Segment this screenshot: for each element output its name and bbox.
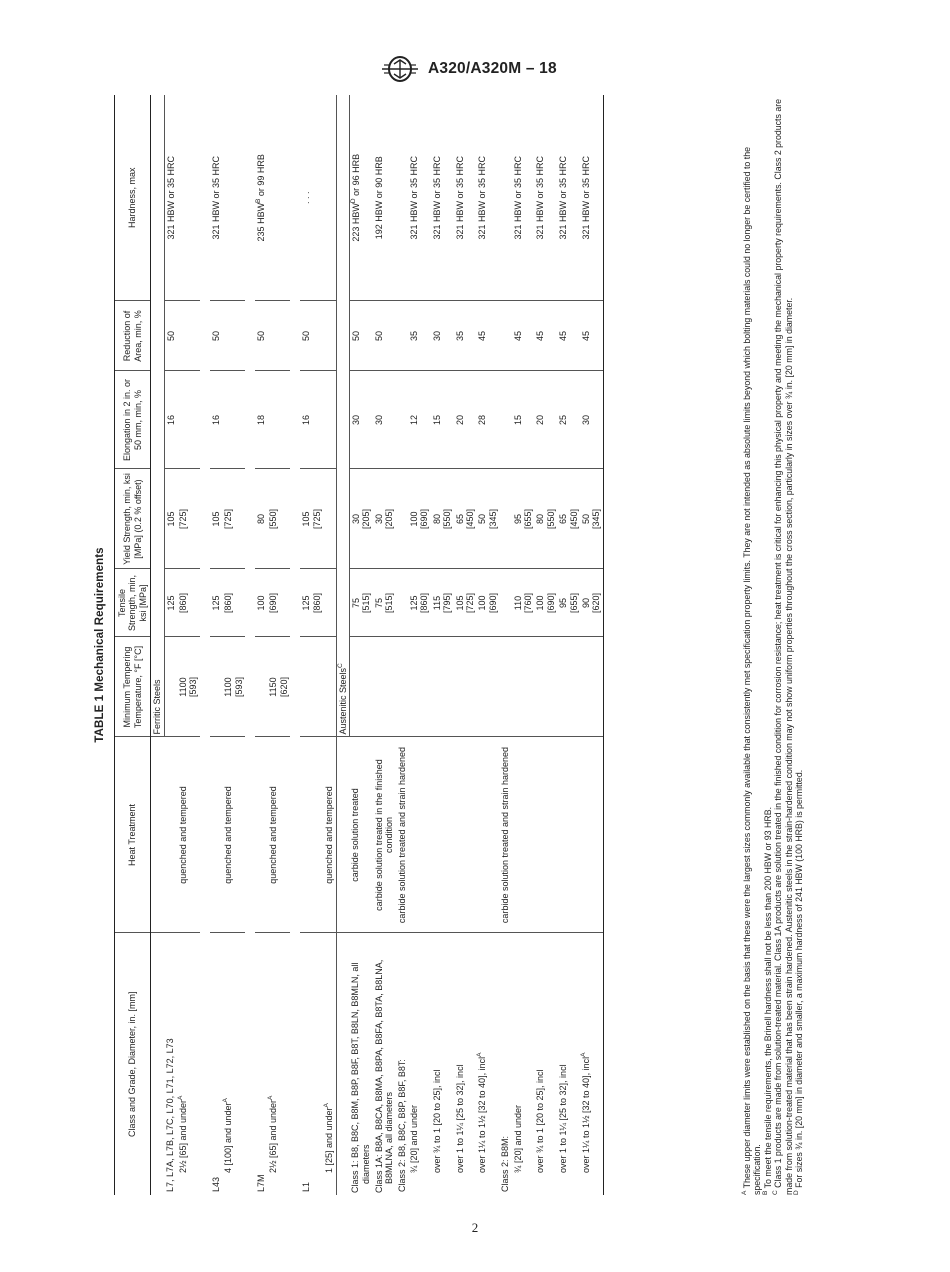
table-row	[210, 95, 222, 1195]
tensile-si-cell: [690]	[267, 569, 290, 637]
col-header: Class and Grade, Diameter, in. [mm]	[115, 933, 151, 1195]
elongation-cell: 15	[512, 371, 535, 469]
heat-treatment-cell: carbide solution treated	[349, 737, 372, 933]
yield-si-cell: [345]	[487, 508, 498, 530]
heat-treatment-cell: carbide solution treated and strain hardened	[396, 737, 408, 933]
footnote	[763, 95, 773, 1195]
hardness-cell: 321 HBW or 35 HRC	[557, 95, 580, 301]
elongation-cell: 20	[454, 371, 477, 469]
rotated-table-block	[92, 95, 832, 1195]
footnote-ref: A	[580, 1052, 588, 1057]
hardness-cell: 235 HBW	[256, 202, 267, 242]
footnote-ref: C	[336, 663, 344, 668]
tensile-si-cell: [860]	[177, 569, 200, 637]
tensile-cell: 75	[373, 598, 384, 609]
reduction-cell: 50	[373, 301, 396, 371]
yield-cell: 30	[350, 514, 361, 525]
tensile-cell: 100	[535, 595, 546, 611]
table-row	[349, 95, 372, 1195]
tensile-si-cell: [620]	[591, 592, 602, 614]
col-header: Minimum Tempering Temperature, °F [°C]	[115, 637, 151, 737]
yield-si-cell: [450]	[464, 508, 475, 530]
tensile-si-cell: [760]	[523, 592, 533, 614]
elongation-cell: 18	[255, 371, 267, 469]
reduction-cell: 50	[164, 301, 177, 371]
hardness-cell: 321 HBW or 35 HRC	[164, 95, 177, 301]
table-header-row	[115, 95, 151, 1195]
tensile-cell: 115	[431, 595, 442, 611]
grade-cell: L7M	[256, 1174, 267, 1192]
table-row	[164, 95, 177, 1195]
hardness-cell: 321 HBW or 35 HRC	[431, 95, 454, 301]
footnote-text: These upper diameter limits were established on the basis that these were the largest sizes commonly available that consistently met specification property limits. They are not intended as absolute limits beyond which bolting materials could no longer be certified to the specification.	[742, 147, 763, 1195]
mechanical-requirements-table	[114, 95, 604, 1195]
hardness-cell: 192 HBW or 90 HRB	[373, 95, 396, 301]
heat-treatment-cell: quenched and tempered	[323, 737, 336, 933]
grade-cell: L43	[210, 1176, 221, 1192]
temper-cell: 1150	[268, 677, 279, 697]
footnote-mark: C	[772, 1190, 780, 1195]
yield-si-cell: [550]	[545, 508, 556, 530]
heat-treatment-cell: quenched and tempered	[222, 737, 245, 933]
heat-treatment-cell: carbide solution treated and strain hardened	[499, 737, 511, 933]
section-label: Austenitic Steels	[337, 667, 348, 735]
yield-si-cell: [655]	[523, 508, 533, 530]
footnote	[773, 95, 794, 1195]
col-header: Tensile Strength, min, ksi [MPa]	[115, 569, 151, 637]
hardness-cell: 321 HBW or 35 HRC	[476, 95, 499, 301]
tensile-cell: 110	[512, 595, 523, 611]
footnote-ref: A	[267, 1095, 275, 1100]
temper-cell: 1100	[178, 677, 189, 697]
yield-si-cell: [550]	[442, 508, 453, 530]
elongation-cell: 15	[431, 371, 454, 469]
size-cell: over ¾ to 1 [20 to 25], incl	[535, 1069, 546, 1173]
hardness-cell-tail: or 99 HRB	[256, 154, 267, 199]
table-row	[476, 95, 499, 1195]
hardness-cell: 321 HBW or 35 HRC	[580, 95, 603, 301]
hardness-cell-tail: or 96 HRB	[350, 153, 361, 199]
reduction-cell: 35	[408, 301, 431, 371]
footnote	[794, 95, 804, 1195]
tensile-cell: 95	[558, 598, 569, 609]
reduction-cell: 35	[454, 301, 477, 371]
table-row	[300, 95, 323, 1195]
hardness-cell: 321 HBW or 35 HRC	[408, 95, 431, 301]
yield-cell: 65	[454, 514, 465, 525]
yield-cell: 30	[373, 514, 384, 525]
table-row	[431, 95, 454, 1195]
reduction-cell: 50	[210, 301, 222, 371]
elongation-cell: 25	[557, 371, 580, 469]
tensile-si-cell: [725]	[464, 592, 475, 614]
footnote-mark: D	[793, 1190, 801, 1195]
table-row	[267, 95, 290, 1195]
footnote	[742, 95, 763, 1195]
yield-si-cell: [450]	[568, 508, 579, 530]
yield-cell: 95	[512, 514, 523, 525]
yield-cell: 105	[210, 469, 222, 569]
reduction-cell: 45	[580, 301, 603, 371]
tensile-si-cell: [515]	[384, 592, 395, 614]
yield-si-cell: [345]	[591, 508, 602, 530]
footnote-text: Class 1 products are made from solution-treated material. Class 1A products are solution treated in the finished condition for corrosion resistance; heat treatment is critical for enhancing this physical property and meeting the mechanical property requirements. Class 2 products are made from solution-treated material that has been strain hardened. Austenitic steels in the strain-hardened condition may not show uniform properties throughout the cross section, particularly in sizes over ¾ in. [20 mm] in diameter.	[773, 98, 794, 1195]
size-cell: over 1¼ to 1½ [32 to 40], incl	[477, 1056, 488, 1173]
standard-id: A320/A320M – 18	[428, 60, 557, 77]
footnote-ref: A	[222, 1098, 230, 1103]
table-row	[454, 95, 477, 1195]
footnote-mark: B	[761, 1190, 769, 1195]
size-cell: over 1 to 1¼ [25 to 32], incl	[558, 1064, 569, 1173]
col-header: Elongation in 2 in. or 50 mm, min, %	[115, 371, 151, 469]
reduction-cell: 45	[534, 301, 557, 371]
grade-cell: Class 2: B8, B8C, B8P, B8F, B8T:	[396, 1059, 407, 1192]
yield-cell: 100	[408, 511, 419, 527]
elongation-cell: 28	[476, 371, 499, 469]
size-cell: 1 [25] and under	[324, 1107, 335, 1173]
size-cell: over 1 to 1¼ [25 to 32], incl	[454, 1064, 465, 1173]
yield-cell: 80	[431, 514, 442, 525]
tensile-cell: 125	[301, 595, 312, 611]
heat-treatment-cell: quenched and tempered	[177, 737, 200, 933]
elongation-cell: 30	[373, 371, 396, 469]
astm-logo-icon	[380, 55, 420, 83]
table-row	[499, 95, 511, 1195]
hardness-cell: 321 HBW or 35 HRC	[210, 95, 222, 301]
yield-cell: 65	[558, 514, 569, 525]
footnote-mark: A	[741, 1190, 749, 1195]
table-row	[396, 95, 408, 1195]
col-header: Reduction of Area, min, %	[115, 301, 151, 371]
hardness-cell: 321 HBW or 35 HRC	[454, 95, 477, 301]
tensile-cell: 100	[477, 595, 488, 611]
size-cell: over ¾ to 1 [20 to 25], incl	[431, 1069, 442, 1173]
footnote-ref: D	[349, 198, 357, 204]
tensile-si-cell: [860]	[419, 592, 430, 614]
footnote-text: To meet the tensile requirements, the Brinell hardness shall not be less than 200 HBW or 93 HRB.	[762, 806, 773, 1191]
table-row	[408, 95, 431, 1195]
table-row	[512, 95, 535, 1195]
col-header: Heat Treatment	[115, 737, 151, 933]
yield-cell: 105	[164, 469, 177, 569]
size-cell: 2½ [65] and under	[178, 1099, 189, 1173]
tensile-cell: 125	[210, 569, 222, 637]
section-row	[151, 95, 164, 1195]
table-title: TABLE 1 Mechanical Requirements	[94, 547, 106, 743]
hardness-cell: 321 HBW or 35 HRC	[534, 95, 557, 301]
temper-si-cell: [620]	[278, 676, 289, 698]
yield-si-cell: [205]	[384, 508, 395, 530]
grade-cell: Class 1A: B8A, B8CA, B8MA, B8PA, B8FA, B8TA, B8LNA, B8MLNA, all diameters	[373, 959, 395, 1193]
heat-treatment-cell: quenched and tempered	[267, 737, 290, 933]
section-row	[336, 95, 349, 1195]
tensile-cell: 100	[255, 569, 267, 637]
yield-si-cell: [725]	[177, 469, 200, 569]
tensile-si-cell: [690]	[545, 592, 556, 614]
footnote-ref: A	[323, 1103, 331, 1108]
tensile-cell: 105	[454, 595, 465, 611]
tensile-cell: 75	[350, 598, 361, 609]
elongation-cell: 16	[210, 371, 222, 469]
page-number: 2	[471, 1220, 479, 1235]
yield-si-cell: [690]	[419, 508, 430, 530]
reduction-cell: 50	[349, 301, 372, 371]
elongation-cell: 16	[300, 371, 323, 469]
table-row	[557, 95, 580, 1195]
table-row	[255, 95, 267, 1195]
hardness-cell: 223 HBW	[350, 203, 361, 242]
yield-si-cell: [725]	[222, 469, 245, 569]
hardness-cell: . . .	[300, 95, 323, 301]
reduction-cell: 30	[431, 301, 454, 371]
tensile-si-cell: [690]	[487, 592, 498, 614]
elongation-cell: 16	[164, 371, 177, 469]
reduction-cell: 50	[300, 301, 323, 371]
tensile-cell: 90	[581, 598, 592, 609]
size-cell: ¾ [20] and under	[408, 1104, 419, 1173]
size-cell: over 1¼ to 1½ [32 to 40], incl	[581, 1056, 592, 1173]
size-cell: 4 [100] and under	[223, 1102, 234, 1173]
size-cell: 2½ [65] and under	[268, 1099, 279, 1173]
table-row	[177, 95, 200, 1195]
yield-cell: 80	[255, 469, 267, 569]
hardness-cell: 321 HBW or 35 HRC	[512, 95, 535, 301]
table-row	[580, 95, 603, 1195]
elongation-cell: 12	[408, 371, 431, 469]
tensile-si-cell: [860]	[222, 569, 245, 637]
reduction-cell: 45	[512, 301, 535, 371]
temper-si-cell: [593]	[233, 676, 244, 698]
tensile-cell: 125	[408, 595, 419, 611]
elongation-cell: 30	[580, 371, 603, 469]
footnote-ref: A	[476, 1052, 484, 1057]
table-row	[373, 95, 396, 1195]
grade-cell: L7, L7A, L7B, L7C, L70, L71, L72, L73	[165, 1038, 176, 1192]
temper-si-cell: [593]	[188, 676, 199, 698]
tensile-cell: 125	[164, 569, 177, 637]
reduction-cell: 50	[255, 301, 267, 371]
yield-cell: 80	[535, 514, 546, 525]
size-cell: ¾ [20] and under	[512, 1104, 523, 1173]
col-header: Yield Strength, min, ksi [MPa] (0.2 % offset)	[115, 469, 151, 569]
grade-cell: Class 1: B8, B8C, B8M, B8P, B8F, B8T, B8LN, B8MLN, all diameters	[350, 962, 371, 1193]
footnote-text: For sizes ¾ in. [20 mm] in diameter and smaller, a maximum hardness of 241 HBW (100 HRB) is permitted.	[794, 769, 805, 1191]
yield-cell: 50	[581, 514, 592, 525]
yield-si-cell: [205]	[361, 508, 372, 530]
yield-cell: 105	[301, 511, 312, 527]
temper-cell: 1100	[223, 677, 234, 697]
col-header: Hardness, max	[115, 95, 151, 301]
section-label: Ferritic Steels	[152, 679, 163, 735]
yield-cell: 50	[477, 514, 488, 525]
grade-cell: Class 2: B8M:	[500, 1135, 511, 1192]
reduction-cell: 45	[557, 301, 580, 371]
grade-cell: L1	[301, 1181, 312, 1192]
page-header	[380, 54, 557, 84]
footnotes	[742, 95, 804, 1195]
footnote-ref: B	[255, 198, 263, 203]
tensile-si-cell: [515]	[361, 592, 372, 614]
footnote-ref: A	[177, 1095, 185, 1100]
table-row	[534, 95, 557, 1195]
yield-si-cell: [725]	[311, 508, 322, 530]
yield-si-cell: [550]	[267, 469, 290, 569]
table-row	[323, 95, 336, 1195]
elongation-cell: 20	[534, 371, 557, 469]
tensile-si-cell: [655]	[568, 592, 579, 614]
reduction-cell: 45	[476, 301, 499, 371]
tensile-si-cell: [795]	[442, 592, 453, 614]
elongation-cell: 30	[349, 371, 372, 469]
tensile-si-cell: [860]	[311, 592, 322, 614]
heat-treatment-cell: carbide solution treated in the finished condition	[373, 737, 396, 933]
table-row	[222, 95, 245, 1195]
